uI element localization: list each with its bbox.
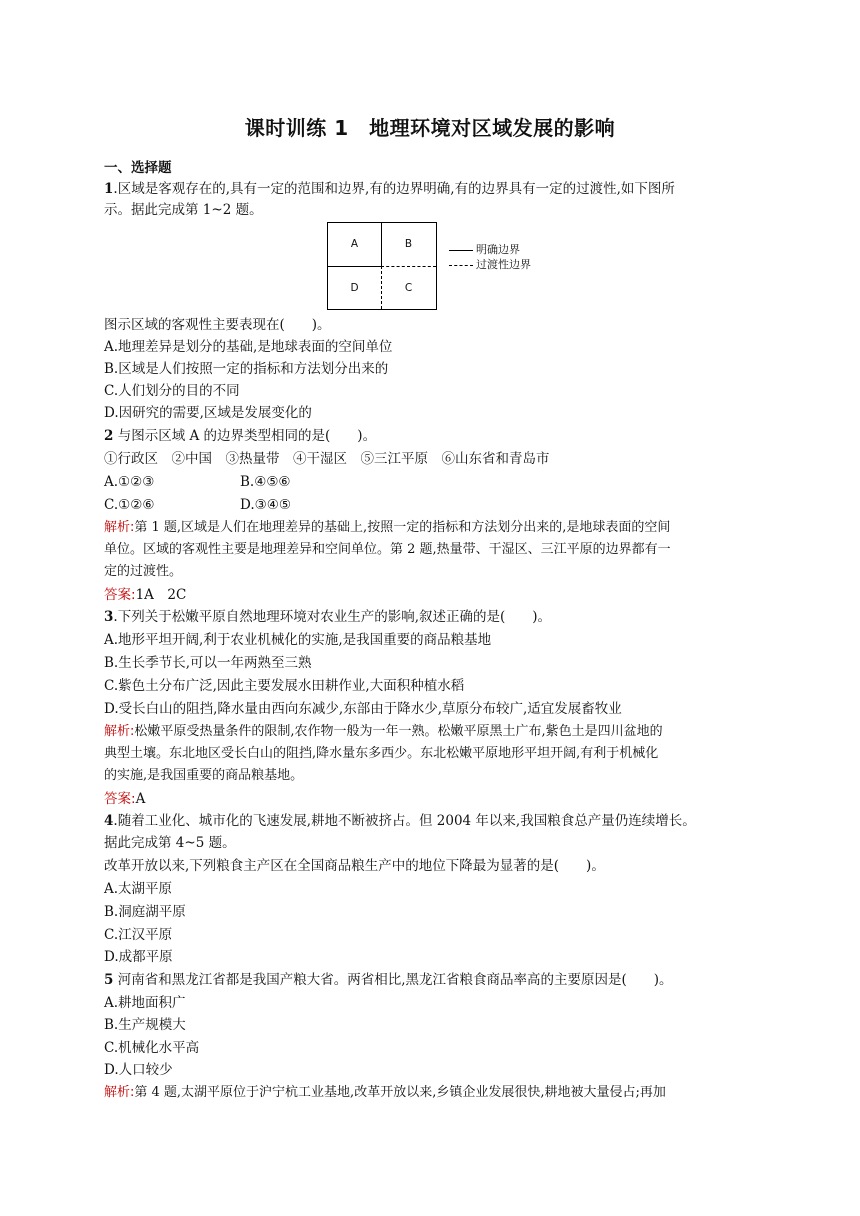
question-1-stem: 图示区域的客观性主要表现在( )。 — [104, 317, 331, 333]
question-3-option-a: A.地形平坦开阔,利于农业机械化的实施,是我国重要的商品粮基地 — [104, 632, 492, 648]
question-4-option-c: C.江汉平原 — [104, 927, 173, 943]
question-2-number: 2 — [104, 428, 114, 444]
solid-horizontal-boundary — [328, 266, 381, 267]
question-5-option-a: A.耕地面积广 — [104, 995, 186, 1011]
dashed-vertical-boundary — [381, 266, 382, 309]
question-2-stem-text: 与图示区域 A 的边界类型相同的是( )。 — [113, 428, 377, 444]
dashed-line-symbol — [449, 265, 473, 266]
question-1-option-c: C.人们划分的目的不同 — [104, 383, 240, 399]
analysis-3-line-1 — [104, 1083, 666, 1103]
analysis-1-line-2: 单位。区域的客观性主要是地理差异和空间单位。第 2 题,热量带、干湿区、三江平原的边界都有一 — [104, 542, 671, 557]
analysis-3-text: 第 4 题,太湖平原位于沪宁杭工业基地,改革开放以来,乡镇企业发展很快,耕地被大量侵占;再加 — [134, 1085, 666, 1100]
question-1-option-d: D.因研究的需要,区域是发展变化的 — [104, 405, 312, 421]
question-4-option-b: B.洞庭湖平原 — [104, 904, 186, 920]
question-1-option-a: A.地理差异是划分的基础,是地球表面的空间单位 — [104, 339, 393, 355]
question-2-option-a: A.①②③ — [104, 474, 155, 490]
region-d-label: D — [350, 282, 359, 294]
question-1-text — [104, 179, 675, 199]
analysis-2-line-2: 典型土壤。东北地区受长白山的阻挡,降水量东多西少。东北松嫩平原地形平坦开阔,有利于机械化 — [104, 746, 659, 761]
question-1-option-b: B.区域是人们按照一定的指标和方法划分出来的 — [104, 361, 389, 377]
dashed-horizontal-boundary — [381, 266, 436, 267]
question-2-option-d: D.③④⑤ — [240, 497, 291, 513]
question-3-option-d: D.受长白山的阻挡,降水量由西向东减少,东部由于降水少,草原分布较广,适宜发展畜牧业 — [104, 701, 622, 717]
question-5-option-d: D.人口较少 — [104, 1062, 173, 1078]
question-3-option-b: B.生长季节长,可以一年两熟至三熟 — [104, 655, 312, 671]
question-5-number: 5 — [104, 972, 114, 988]
answer-2 — [104, 789, 145, 809]
answer-2-value: A — [135, 791, 146, 807]
question-5-stem — [104, 970, 673, 990]
analysis-1-line-1 — [104, 518, 670, 538]
region-a-label: A — [350, 238, 359, 250]
answer-1-label: 答案: — [104, 587, 136, 603]
analysis-1-line-3: 定的过渡性。 — [104, 564, 183, 579]
question-4-option-a: A.太湖平原 — [104, 881, 173, 897]
question-2-option-b: B.④⑤⑥ — [240, 474, 291, 490]
solid-vertical-boundary — [381, 223, 382, 266]
answer-1-value: 1A 2C — [135, 587, 187, 603]
region-c-label: C — [404, 282, 413, 294]
legend-solid — [449, 241, 520, 257]
question-1-number: 1 — [104, 181, 114, 197]
question-3-stem-text: .下列关于松嫩平原自然地理环境对农业生产的影响,叙述正确的是( )。 — [113, 609, 552, 625]
question-5-option-b: B.生产规模大 — [104, 1017, 186, 1033]
analysis-2-text: 松嫩平原受热量条件的限制,农作物一般为一年一熟。松嫩平原黑土广布,紫色土是四川盆地的 — [134, 724, 663, 739]
question-3-stem — [104, 607, 551, 627]
analysis-1-text: 第 1 题,区域是人们在地理差异的基础上,按照一定的指标和方法划分出来的,是地球表面的空间 — [134, 520, 671, 535]
question-4-stem: 改革开放以来,下列粮食主产区在全国商品粮生产中的地位下降最为显著的是( )。 — [104, 858, 605, 874]
section-heading: 一、选择题 — [104, 160, 172, 176]
analysis-1-label: 解析: — [104, 520, 135, 535]
analysis-2-line-3: 的实施,是我国重要的商品粮基地。 — [104, 768, 304, 783]
answer-1 — [104, 585, 186, 605]
question-3-number: 3 — [104, 609, 114, 625]
legend-solid-label: 明确边界 — [476, 243, 520, 256]
question-2-option-c: C.①②⑥ — [104, 497, 155, 513]
region-boundary-figure — [327, 222, 437, 310]
question-2-stem — [104, 426, 376, 446]
question-3-option-c: C.紫色土分布广泛,因此主要发展水田耕作业,大面积种植水稻 — [104, 678, 465, 694]
legend-dashed-label: 过渡性边界 — [476, 258, 531, 271]
question-1-line-1: .区域是客观存在的,具有一定的范围和边界,有的边界明确,有的边界具有一定的过渡性,如下图所 — [113, 181, 675, 197]
analysis-2-line-1 — [104, 722, 663, 742]
question-4-line-2: 据此完成第 4~5 题。 — [104, 835, 236, 851]
question-4-number: 4 — [104, 813, 114, 829]
solid-line-symbol — [449, 250, 473, 251]
question-1-line-2: 示。据此完成第 1~2 题。 — [104, 202, 263, 218]
page-title: 课时训练 1 地理环境对区域发展的影响 — [244, 116, 616, 140]
answer-2-label: 答案: — [104, 791, 136, 807]
question-4-text — [104, 811, 696, 831]
region-b-label: B — [404, 238, 413, 250]
question-5-stem-text: 河南省和黑龙江省都是我国产粮大省。两省相比,黑龙江省粮食商品率高的主要原因是( )。 — [113, 972, 673, 988]
question-5-option-c: C.机械化水平高 — [104, 1040, 200, 1056]
analysis-3-label: 解析: — [104, 1085, 135, 1100]
legend-dashed — [449, 256, 531, 272]
question-2-items: ①行政区 ②中国 ③热量带 ④干湿区 ⑤三江平原 ⑥山东省和青岛市 — [104, 451, 550, 467]
analysis-2-label: 解析: — [104, 724, 135, 739]
question-4-line-1: .随着工业化、城市化的飞速发展,耕地不断被挤占。但 2004 年以来,我国粮食总产量仍连续增长。 — [113, 813, 696, 829]
question-4-option-d: D.成都平原 — [104, 949, 173, 965]
